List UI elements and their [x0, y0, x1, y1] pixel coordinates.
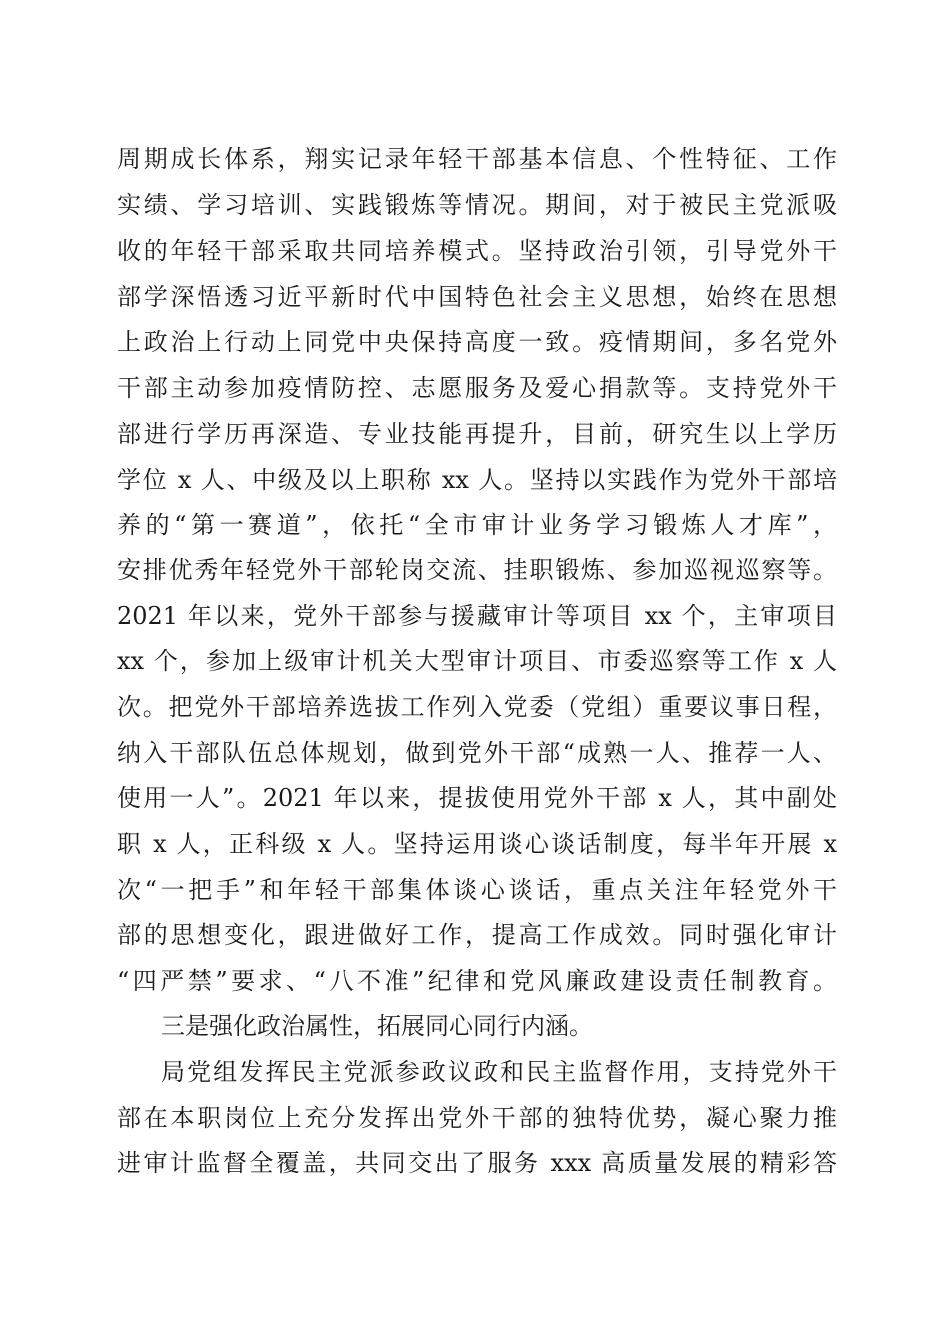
section-heading: 三是强化政治属性，拓展同心同行内涵。	[161, 1012, 593, 1040]
text-line-8: 学位 x 人、中级及以上职称 xx 人。坚持以实践作为党外干部培	[117, 466, 837, 494]
text-line-2: 实绩、学习培训、实践锻炼等情况。期间，对于被民主党派吸	[117, 191, 837, 219]
text-line-6: 干部主动参加疫情防控、志愿服务及爱心捐款等。支持党外干	[117, 374, 837, 402]
text-line-18: 部的思想变化，跟进做好工作，提高工作成效。同时强化审计	[117, 921, 837, 949]
text-line-19: “四严禁”要求、“八不准”纪律和党风廉政建设责任制教育。	[117, 967, 837, 995]
text-line-21: 局党组发挥民主党派参政议政和民主监督作用，支持党外干	[161, 1058, 837, 1086]
text-line-16: 职 x 人，正科级 x 人。坚持运用谈心谈话制度，每半年开展 x	[117, 830, 837, 858]
text-line-17: 次“一把手”和年轻干部集体谈心谈话，重点关注年轻党外干	[117, 876, 837, 904]
text-line-3: 收的年轻干部采取共同培养模式。坚持政治引领，引导党外干	[117, 237, 837, 265]
text-line-12: xx 个，参加上级审计机关大型审计项目、市委巡察等工作 x 人	[117, 647, 837, 675]
text-line-15: 使用一人”。2021 年以来，提拔使用党外干部 x 人，其中副处	[117, 784, 837, 812]
text-line-5: 上政治上行动上同党中央保持高度一致。疫情期间，多名党外	[117, 328, 837, 356]
text-line-9: 养的“第一赛道”，依托“全市审计业务学习锻炼人才库”，	[117, 511, 837, 539]
text-line-7: 部进行学历再深造、专业技能再提升，目前，研究生以上学历	[117, 420, 837, 448]
text-line-22: 部在本职岗位上充分发挥出党外干部的独特优势，凝心聚力推	[117, 1104, 837, 1132]
text-line-23: 进审计监督全覆盖，共同交出了服务 xxx 高质量发展的精彩答	[117, 1149, 837, 1177]
text-line-13: 次。把党外干部培养选拔工作列入党委（党组）重要议事日程，	[117, 693, 837, 721]
text-line-4: 部学深悟透习近平新时代中国特色社会主义思想，始终在思想	[117, 283, 837, 311]
text-line-14: 纳入干部队伍总体规划，做到党外干部“成熟一人、推荐一人、	[117, 739, 837, 767]
text-line-10: 安排优秀年轻党外干部轮岗交流、挂职锻炼、参加巡视巡察等。	[117, 556, 837, 584]
text-line-1: 周期成长体系，翔实记录年轻干部基本信息、个性特征、工作	[117, 145, 837, 173]
text-line-11: 2021 年以来，党外干部参与援藏审计等项目 xx 个，主审项目	[117, 602, 837, 630]
